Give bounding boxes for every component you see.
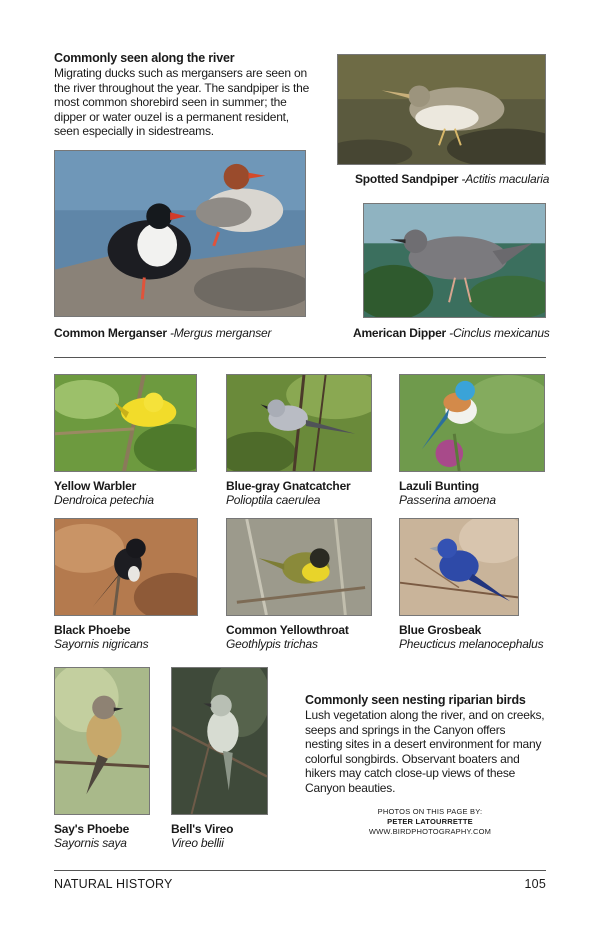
scientific-name: Sayornis saya <box>54 836 127 850</box>
black-phoebe-photo <box>54 518 198 616</box>
american-dipper-photo <box>363 203 546 318</box>
blue-gray-gnatcatcher-photo <box>226 374 372 472</box>
caption-common-yellowthroat <box>226 623 349 651</box>
caption-says-phoebe <box>54 822 129 850</box>
common-name: Blue-gray Gnatcatcher <box>226 479 351 493</box>
bells-vireo-photo <box>171 667 268 815</box>
common-merganser-photo <box>54 150 306 317</box>
credit-photographer: PETER LATOURRETTE <box>387 817 473 826</box>
scientific-name: Pheucticus melanocephalus <box>399 637 544 651</box>
common-name: Spotted Sandpiper <box>355 172 459 186</box>
photo-credit <box>330 807 530 837</box>
section-divider <box>54 357 546 358</box>
common-name: Lazuli Bunting <box>399 479 479 493</box>
caption-spotted-sandpiper <box>355 172 549 186</box>
caption-blue-grosbeak <box>399 623 543 651</box>
caption-yellow-warbler <box>54 479 154 507</box>
common-name: American Dipper <box>353 326 447 340</box>
common-name: Yellow Warbler <box>54 479 137 493</box>
scientific-name: Vireo bellii <box>171 836 224 850</box>
common-name: Common Yellowthroat <box>226 623 349 637</box>
common-name: Blue Grosbeak <box>399 623 482 637</box>
caption-lazuli-bunting <box>399 479 496 507</box>
caption-common-merganser <box>54 326 271 340</box>
common-name: Say's Phoebe <box>54 822 130 836</box>
caption-bells-vireo <box>171 822 233 850</box>
river-section-heading: Commonly seen along the river <box>54 51 235 65</box>
scientific-name: -Actitis macularia <box>461 172 550 186</box>
common-name: Bell's Vireo <box>171 822 234 836</box>
spotted-sandpiper-photo <box>337 54 546 165</box>
caption-black-phoebe <box>54 623 148 651</box>
common-name: Black Phoebe <box>54 623 131 637</box>
blue-grosbeak-photo <box>399 518 519 616</box>
scientific-name: Dendroica petechia <box>54 493 154 507</box>
credit-line-1: PHOTOS ON THIS PAGE BY: <box>377 807 483 816</box>
scientific-name: -Mergus merganser <box>169 326 272 340</box>
footer-section-title: NATURAL HISTORY <box>54 877 173 891</box>
caption-blue-gray-gnatcatcher <box>226 479 351 507</box>
common-name: Common Merganser <box>54 326 167 340</box>
scientific-name: -Cinclus mexicanus <box>449 326 550 340</box>
scientific-name: Polioptila caerulea <box>226 493 321 507</box>
page-number: 105 <box>524 877 546 891</box>
common-yellowthroat-photo <box>226 518 372 616</box>
river-section-body: Migrating ducks such as mergansers are seen on the river throughout the year. The sandpiper is the most common shorebird seen in summer; the dipper or water ouzel is a permanent resident, seen especially in sidestreams. <box>54 66 310 139</box>
nesting-section-heading: Commonly seen nesting riparian birds <box>305 693 526 707</box>
lazuli-bunting-photo <box>399 374 545 472</box>
yellow-warbler-photo <box>54 374 197 472</box>
scientific-name: Geothlypis trichas <box>226 637 318 651</box>
credit-website: WWW.BIRDPHOTOGRAPHY.COM <box>368 827 492 836</box>
caption-american-dipper <box>353 326 550 340</box>
scientific-name: Passerina amoena <box>399 493 496 507</box>
says-phoebe-photo <box>54 667 150 815</box>
footer-rule <box>54 870 546 871</box>
nesting-section-body: Lush vegetation along the river, and on creeks, seeps and springs in the Canyon offers nesting sites in a desert environment for many colorful songbirds. Observant boaters and hikers may catch close-up views of these Canyon beauties. <box>305 708 545 795</box>
scientific-name: Sayornis nigricans <box>54 637 149 651</box>
